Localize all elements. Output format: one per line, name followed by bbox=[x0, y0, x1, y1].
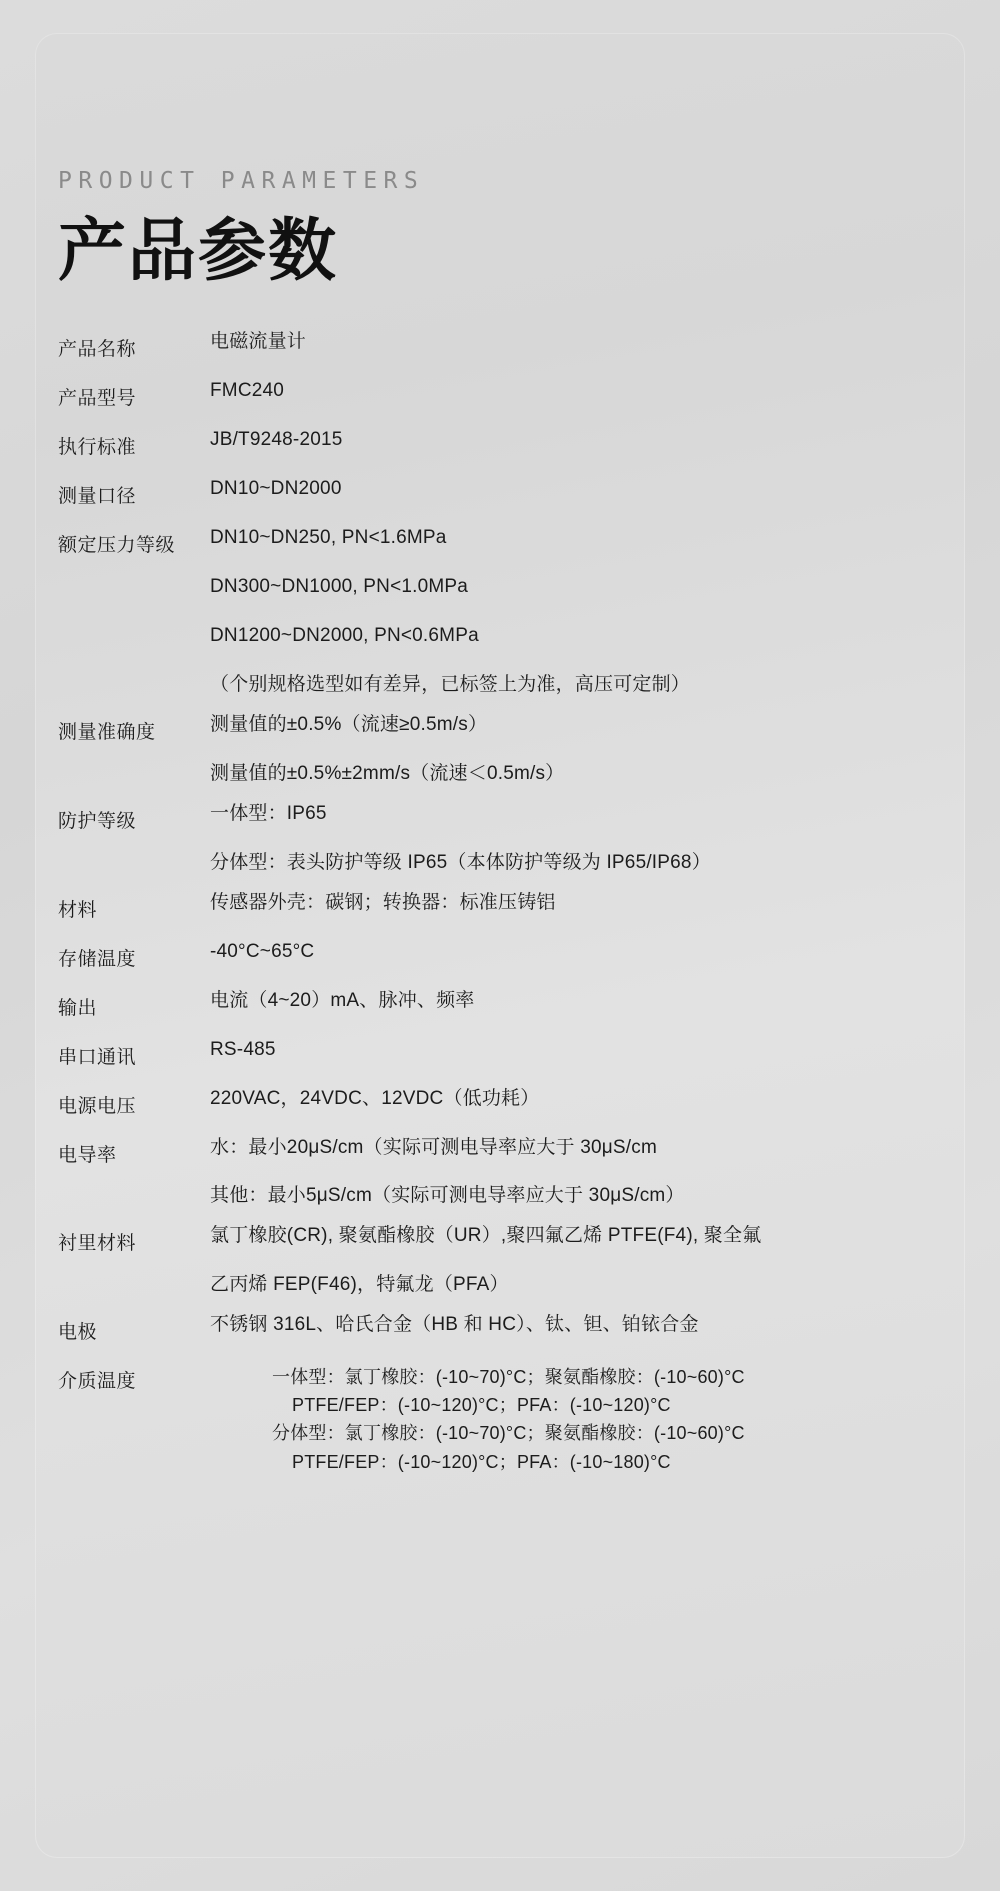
spec-label: 电极 bbox=[58, 1322, 98, 1344]
spec-value-line: 一体型：IP65 bbox=[210, 802, 327, 824]
spec-label: 产品名称 bbox=[58, 339, 137, 360]
spec-value-line: PTFE/FEP：(-10~120)°C；PFA：(-10~120)°C bbox=[292, 1395, 671, 1416]
spec-value bbox=[210, 1089, 942, 1138]
table-row bbox=[58, 528, 942, 715]
spec-value bbox=[210, 942, 942, 991]
table-row bbox=[58, 893, 942, 942]
spec-value bbox=[210, 991, 942, 1040]
table-row bbox=[58, 1315, 942, 1364]
spec-value bbox=[210, 430, 942, 479]
table-row bbox=[58, 430, 942, 479]
spec-value-line: JB/T9248-2015 bbox=[210, 429, 343, 450]
spec-value-line: 不锈钢 316L、哈氏合金（HB 和 HC）、钛、钽、铂铱合金 bbox=[210, 1314, 699, 1336]
spec-label: 额定压力等级 bbox=[58, 535, 176, 556]
table-row-media-temperature bbox=[58, 1364, 942, 1496]
spec-value-line: 一体型：氯丁橡胶：(-10~70)°C；聚氨酯橡胶：(-10~60)°C bbox=[272, 1367, 745, 1388]
spec-value-line: DN10~DN250, PN<1.6MPa bbox=[210, 527, 447, 548]
spec-value-line: DN10~DN2000 bbox=[210, 478, 342, 499]
spec-value-line: 氯丁橡胶(CR), 聚氨酯橡胶（UR）,聚四氟乙烯 PTFE(F4), 聚全氟 bbox=[210, 1225, 762, 1247]
table-row bbox=[58, 381, 942, 430]
spec-label: 电源电压 bbox=[58, 1095, 137, 1117]
spec-value bbox=[210, 479, 942, 528]
spec-label: 输出 bbox=[58, 997, 98, 1019]
spec-value-line: RS-485 bbox=[210, 1038, 276, 1060]
spec-label: 串口通讯 bbox=[58, 1046, 137, 1068]
spec-value-line: 电磁流量计 bbox=[210, 331, 307, 352]
spec-label: 材料 bbox=[58, 899, 98, 921]
table-row bbox=[58, 1040, 942, 1089]
spec-value bbox=[210, 715, 942, 804]
specification-table-body bbox=[58, 332, 942, 1497]
spec-value bbox=[210, 332, 942, 381]
spec-value-line: FMC240 bbox=[210, 380, 285, 401]
spec-value-line: 测量值的±0.5%±2mm/s（流速＜0.5m/s） bbox=[210, 762, 565, 784]
spec-value bbox=[210, 1364, 942, 1496]
spec-value bbox=[210, 381, 942, 430]
spec-value bbox=[210, 804, 942, 893]
spec-value bbox=[210, 1226, 942, 1315]
card-content bbox=[58, 33, 942, 1497]
spec-label: 测量准确度 bbox=[58, 721, 156, 743]
spec-value-line: （个别规格选型如有差异，已标签上为准，高压可定制） bbox=[210, 673, 691, 695]
spec-value-line: -40°C~65°C bbox=[210, 940, 315, 962]
table-row bbox=[58, 479, 942, 528]
table-row bbox=[58, 1138, 942, 1227]
specification-table bbox=[58, 332, 942, 1497]
spec-value-line: 220VAC，24VDC、12VDC（低功耗） bbox=[210, 1087, 540, 1109]
table-row bbox=[58, 1089, 942, 1138]
spec-value-line: 乙丙烯 FEP(F46)，特氟龙（PFA） bbox=[210, 1274, 509, 1296]
spec-label: 产品型号 bbox=[58, 388, 137, 409]
spec-label: 执行标准 bbox=[58, 437, 137, 458]
parameters-card bbox=[35, 33, 965, 1858]
spec-value-line: 电流（4~20）mA、脉冲、频率 bbox=[210, 989, 475, 1011]
spec-value bbox=[210, 893, 942, 942]
spec-value-line: 测量值的±0.5%（流速≥0.5m/s） bbox=[210, 713, 488, 735]
spec-value bbox=[210, 1315, 942, 1364]
spec-label: 测量口径 bbox=[58, 486, 137, 507]
spec-value-line: PTFE/FEP：(-10~120)°C；PFA：(-10~180)°C bbox=[292, 1451, 671, 1472]
spec-value bbox=[210, 1040, 942, 1089]
spec-label: 存储温度 bbox=[58, 948, 137, 970]
section-eyebrow: PRODUCT PARAMETERS bbox=[58, 168, 425, 194]
table-row bbox=[58, 991, 942, 1040]
spec-label: 介质温度 bbox=[58, 1371, 137, 1393]
page-title: 产品参数 bbox=[58, 212, 339, 291]
spec-label: 衬里材料 bbox=[58, 1233, 137, 1255]
table-row bbox=[58, 942, 942, 991]
spec-value bbox=[210, 528, 942, 715]
spec-value-line: 分体型：氯丁橡胶：(-10~70)°C；聚氨酯橡胶：(-10~60)°C bbox=[272, 1423, 745, 1444]
spec-value-line: 分体型：表头防护等级 IP65（本体防护等级为 IP65/IP68） bbox=[210, 851, 711, 873]
table-row bbox=[58, 332, 942, 381]
spec-value-line: DN300~DN1000, PN<1.0MPa bbox=[210, 575, 469, 597]
spec-value-line: DN1200~DN2000, PN<0.6MPa bbox=[210, 624, 479, 646]
table-row bbox=[58, 715, 942, 804]
spec-label: 电导率 bbox=[58, 1144, 117, 1166]
spec-label: 防护等级 bbox=[58, 810, 137, 832]
spec-value-line: 水：最小20μS/cm（实际可测电导率应大于 30μS/cm bbox=[210, 1136, 657, 1158]
table-row bbox=[58, 1226, 942, 1315]
spec-value-line: 其他：最小5μS/cm（实际可测电导率应大于 30μS/cm） bbox=[210, 1185, 685, 1207]
spec-value-line: 传感器外壳：碳钢；转换器：标准压铸铝 bbox=[210, 891, 556, 913]
table-row bbox=[58, 804, 942, 893]
spec-value bbox=[210, 1138, 942, 1227]
